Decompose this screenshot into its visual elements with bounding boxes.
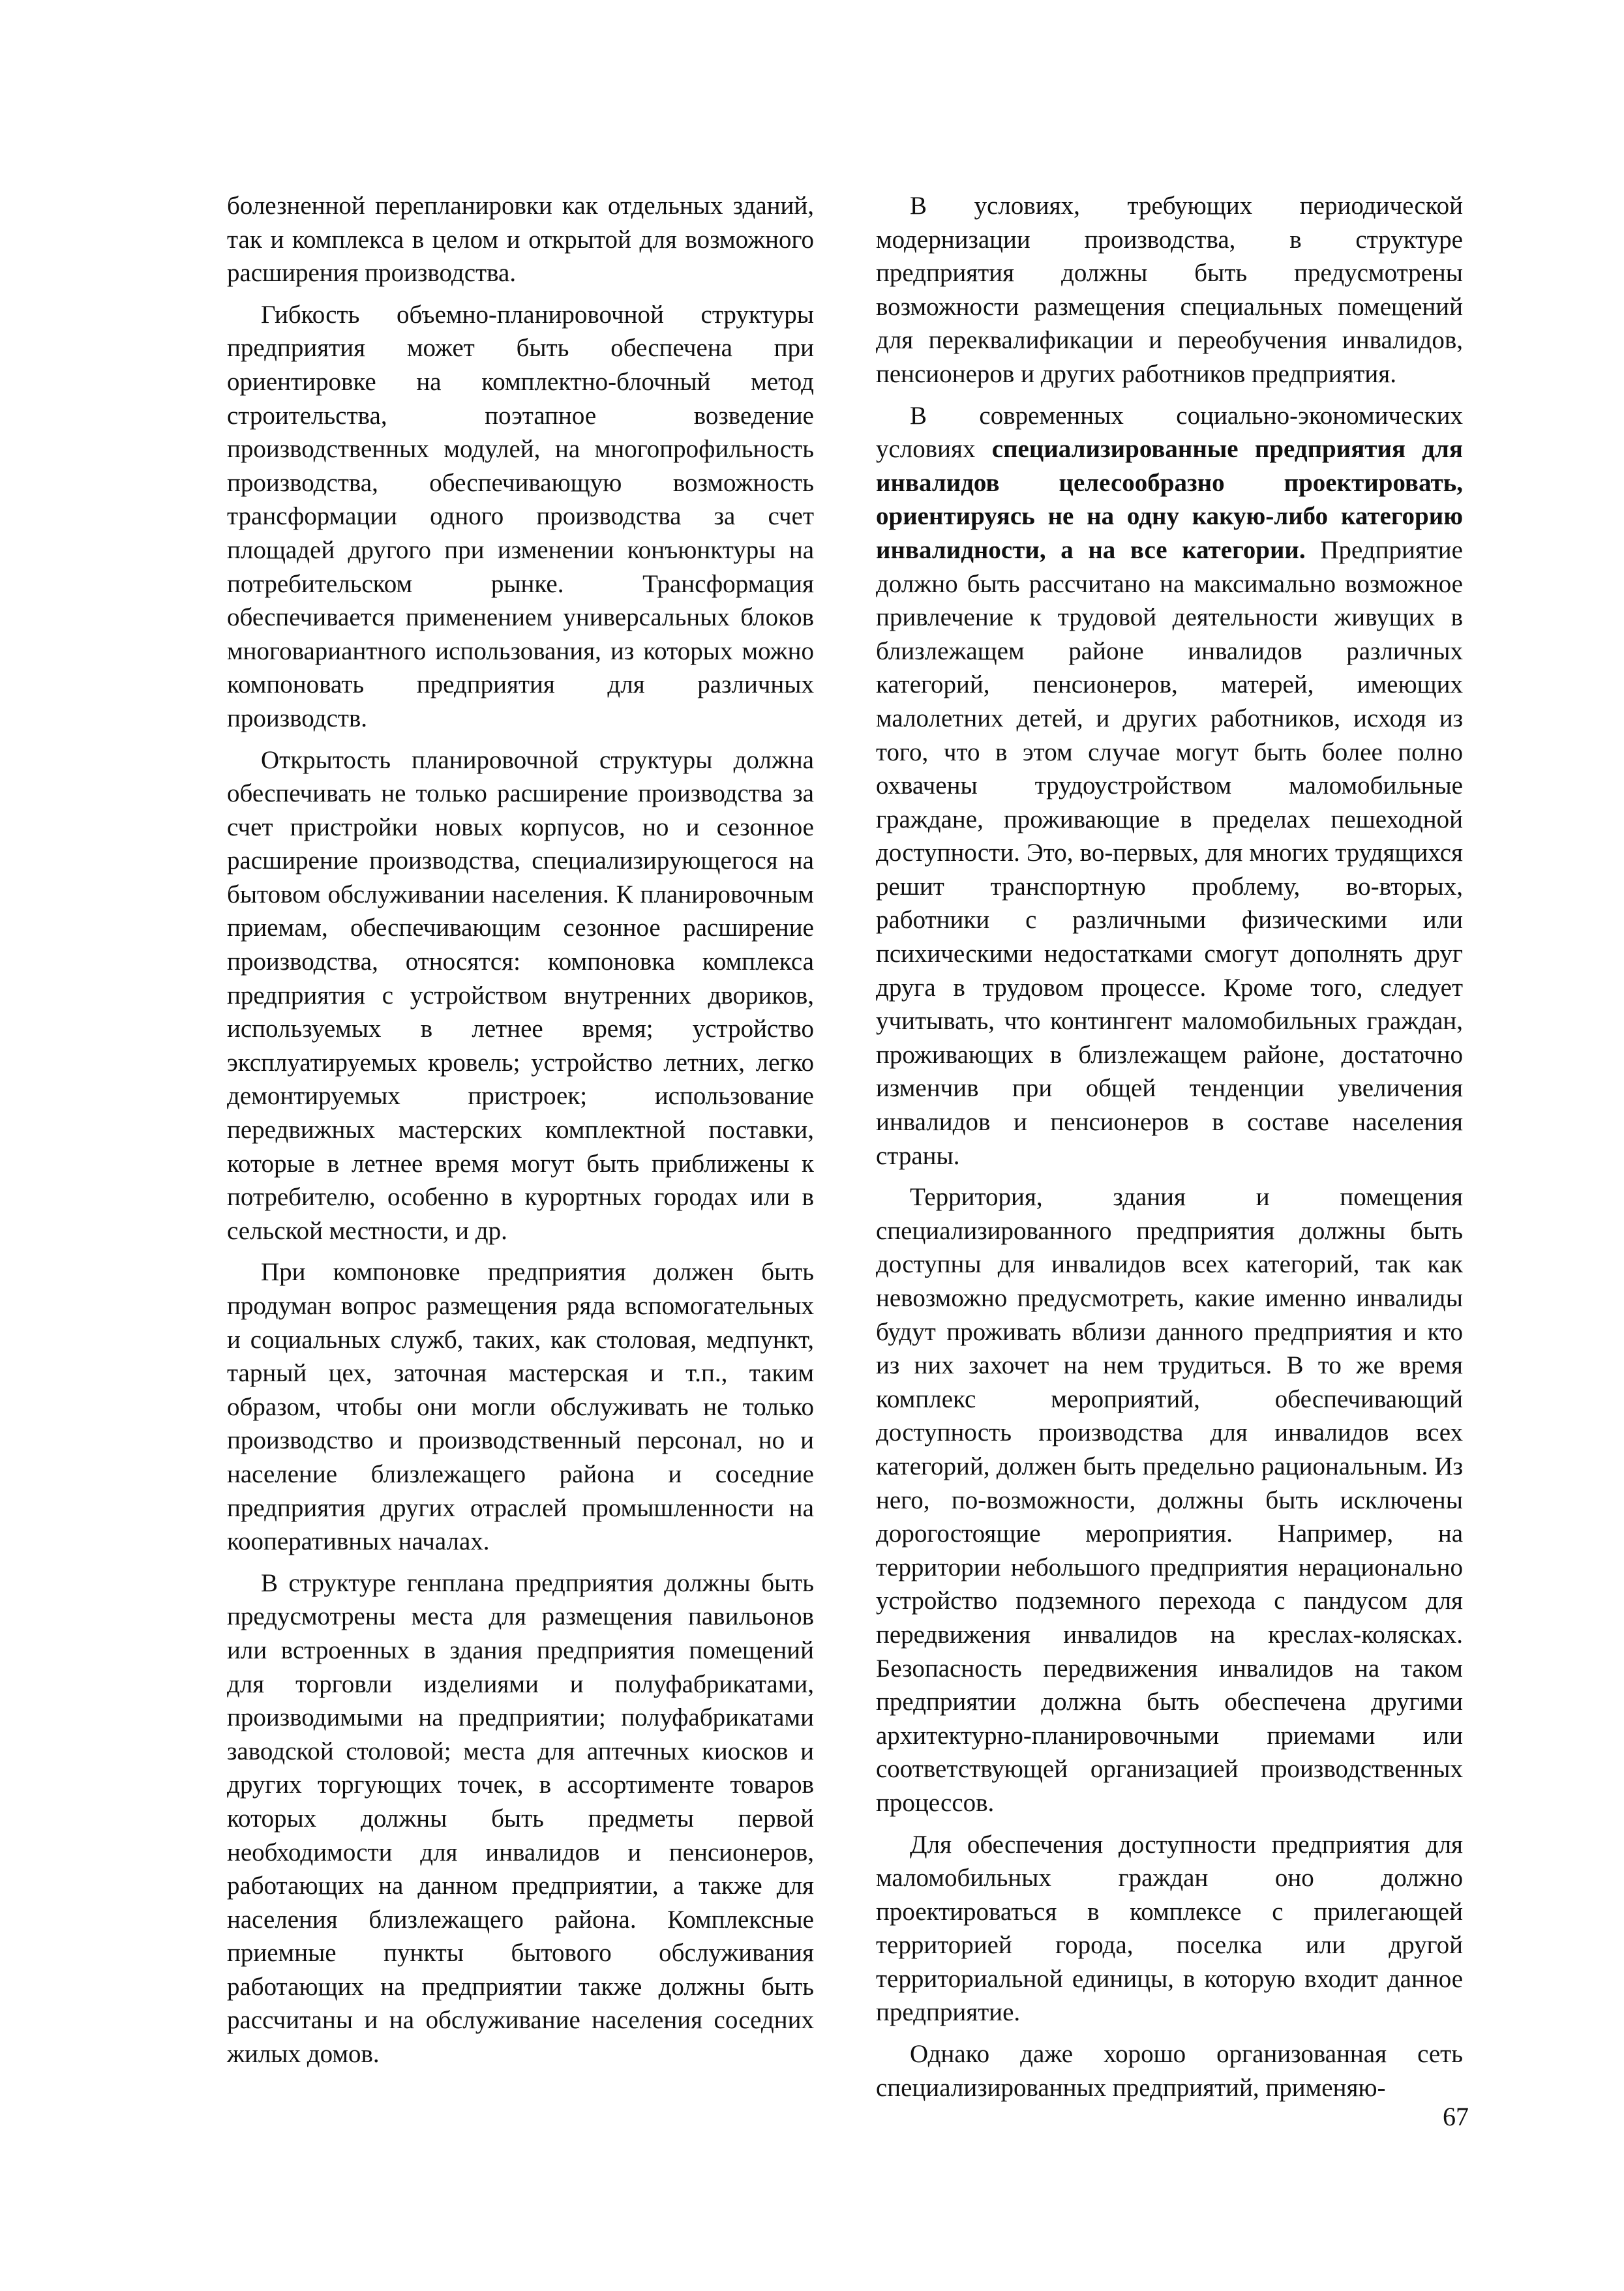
paragraph-territory: Для обеспечения доступности предприятия для маломобильных граждан оно должно проектироваться в комплексе с прилегающей территорией города, поселка или другой территориальной единицы, в которую входит данное предприятие. (876, 1830, 1463, 2027)
paragraph-accessibility: Территория, здания и помещения специализированного предприятия должны быть доступны для инвалидов всех категорий, так как невозможно предусмотреть, какие именно инвалиды будут проживать вблизи данного предприятия и кто из них захочет на нем трудиться. В то же время комплекс мероприятий, обеспечивающий доступность производства для инвалидов всех категорий, должен быть предельно рациональным. Из него, по-возможности, должны быть исключены дорогостоящие мероприятия. Например, на территории небольшого предприятия нерационально устройство подземного перехода с пандусом для передвижения инвалидов на креслах-колясках. Безопасность передвижения инвалидов на таком предприятии должна быть обеспечена другими архитектурно-планировочными приемами или соответствующей организацией производственных процессов. (876, 1183, 1463, 1817)
paragraph-socio-economic-rest: Предприятие должно быть рассчитано на максимально возможное привлечение к трудовой деятельности живущих в близлежащем районе инвалидов различных категорий, пенсионеров, матерей, имеющих малолетних детей, и других работников, исходя из того, что в этом случае могут быть более полно охвачены трудоустройством маломобильные граждане, проживающие в пределах пешеходной доступности. Это, во-первых, для многих трудящихся решит транспортную проблему, во-вторых, работники с различными физическими или психическими недостатками смогут дополнять друг друга в трудовом процессе. Кроме того, следует учитывать, что контингент маломобильных граждан, проживающих в близлежащем районе, достаточно изменчив при общей тенденции увеличения инвалидов и пенсионеров в составе населения страны. (876, 535, 1463, 1170)
paragraph-socio-economic-intro: В современных социально-экономических условиях (876, 401, 1463, 464)
paragraph-flexibility: Гибкость объемно-планировочной структуры предприятия может быть обеспечена при ориентировке на комплектно-блочный метод строительства, поэтапное возведение производственных модулей, на многопрофильность производства, обеспечивающую возможность трансформации одного производства за счет площадей другого при изменении конъюнктуры на потребительском рынке. Трансформация обеспечивается применением универсальных блоков многовариантного использования, из которых можно компоновать предприятия для различных производств. (227, 300, 814, 732)
right-text-column (876, 189, 1463, 2112)
paragraph-openness: Открытость планировочной структуры должна обеспечивать не только расширение производства за счет пристройки новых корпусов, но и сезонное расширение производства, специализирующегося на бытовом обслуживании населения. К планировочным приемам, обеспечивающим сезонное расширение производства, относятся: компоновка комплекса предприятия с устройством внутренних двориков, используемых в летнее время; устройство эксплуатируемых кровель; устройство летних, легко демонтируемых пристроек; использование передвижных мастерских комплектной поставки, которые в летнее время могут быть приближены к потребителю, особенно в курортных городах или в сельской местности, и др. (227, 745, 814, 1245)
paragraph-layout-services: При компоновке предприятия должен быть продуман вопрос размещения ряда вспомогательных и социальных служб, таких, как столовая, медпункт, тарный цех, заточная мастерская и т.п., таким образом, чтобы они могли обслуживать не только производство и производственный персонал, но и население близлежащего района и соседние предприятия других отраслей промышленности на кооперативных началах. (227, 1258, 814, 1556)
left-text-column (227, 189, 814, 2079)
paragraph-network: Однако даже хорошо организованная сеть специализированных предприятий, применяю- (876, 2040, 1463, 2102)
paragraph-modernization: В условиях, требующих периодической модернизации производства, в структуре предприятия должны быть предусмотрены возможности размещения специальных помещений для переквалификации и переобучения инвалидов, пенсионеров и других работников предприятия. (876, 192, 1463, 388)
paragraph-socio-economic-emphasis: специализированные предприятия для инвалидов целесообразно проектировать, ориентируясь не на одну какую-либо категорию инвалидности, а на все категории. (876, 435, 1463, 564)
paragraph-socio-economic (876, 399, 1463, 1173)
paragraph-continued: болезненной перепланировки как отдельных зданий, так и комплекса в целом и открытой для возможного расширения производства. (227, 192, 814, 288)
paragraph-master-plan: В структуре генплана предприятия должны быть предусмотрены места для размещения павильонов или встроенных в здания предприятия помещений для торговли изделиями и полуфабрикатами, производимыми на предприятии; полуфабрикатами заводской столовой; места для аптечных киосков и других торгующих точек, в ассортименте товаров которых должны быть предметы первой необходимости для инвалидов и пенсионеров, работающих на данном предприятии, а также для населения близлежащего района. Комплексные приемные пункты бытового обслуживания работающих на предприятии также должны быть рассчитаны и на обслуживание населения соседних жилых домов. (227, 1568, 814, 2069)
page-number: 67 (1443, 2102, 1469, 2131)
